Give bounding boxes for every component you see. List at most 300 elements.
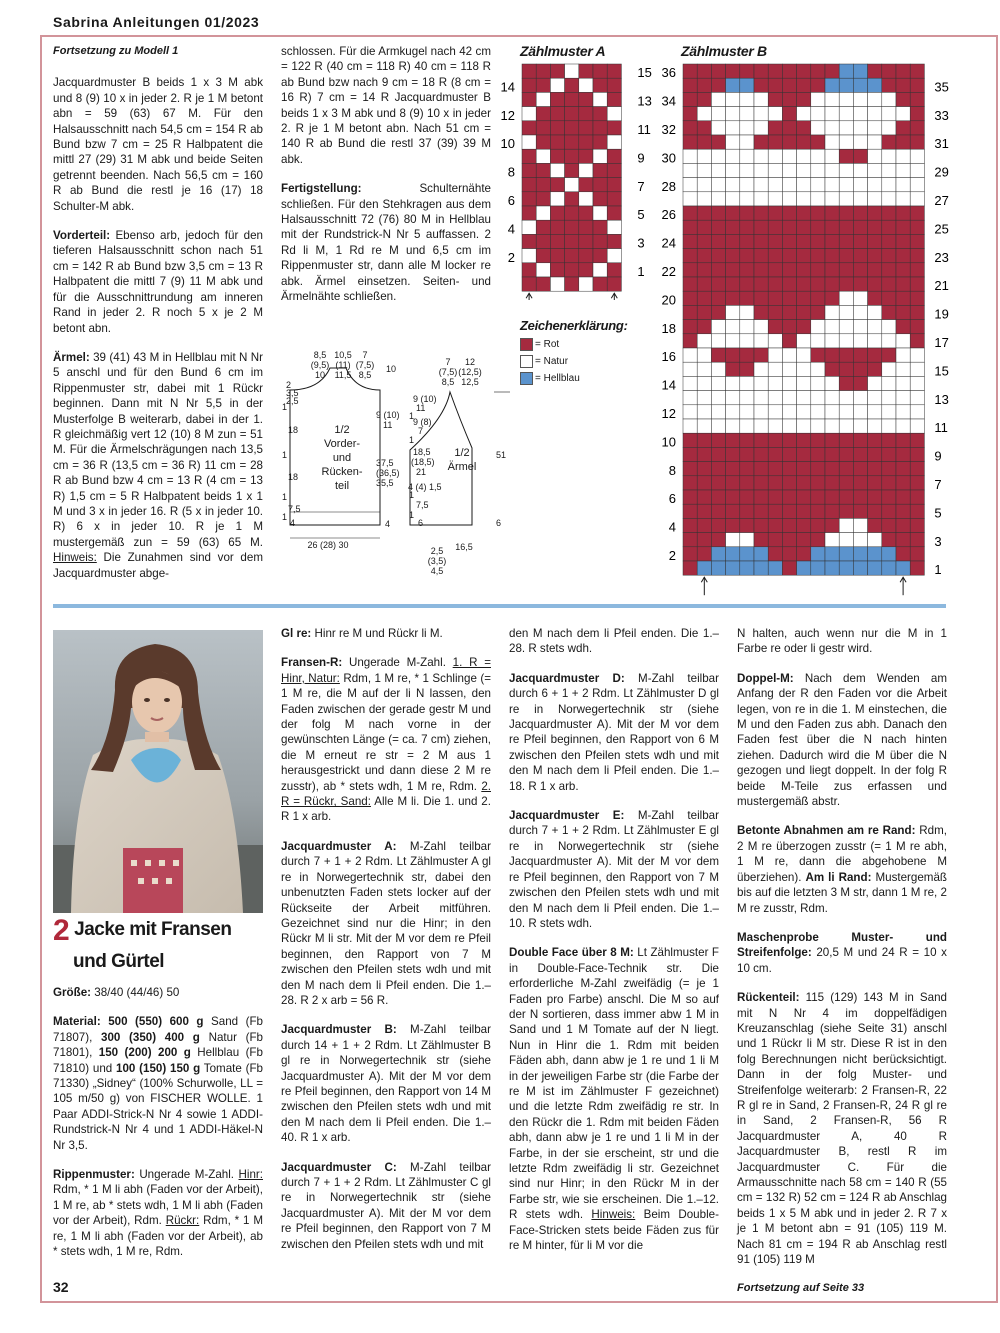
chart-b-cell: [868, 192, 882, 206]
chart-b-cell: [910, 362, 924, 376]
chart-b-cell: [711, 263, 725, 277]
chart-b-cell: [853, 78, 867, 92]
chart-b-cell: [910, 348, 924, 362]
legend-item-hellblau: [520, 372, 580, 385]
paragraph-text: 20,5 M und 24 R = 10 x 10 cm.: [737, 946, 947, 975]
chart-b-cell: [825, 178, 839, 192]
chart-b-cell: [839, 561, 853, 575]
chart-b-cell: [683, 561, 697, 575]
chart-b-cell: [825, 419, 839, 433]
chart-b-cell: [726, 291, 740, 305]
chart-b-cell: [754, 419, 768, 433]
chart-b-cell: [697, 547, 711, 561]
chart-a-cell: [522, 64, 536, 78]
chart-b-cell: [726, 320, 740, 334]
chart-b-cell: [868, 249, 882, 263]
chart-b-cell: [839, 121, 853, 135]
chart-b-cell: [811, 504, 825, 518]
chart-b-row-label: 31: [934, 136, 949, 152]
chart-b-cell: [825, 447, 839, 461]
chart-a-row-label: 1: [637, 264, 645, 279]
chart-b-cell: [853, 561, 867, 575]
paragraph-vorderteil: [53, 228, 263, 336]
chart-b-cell: [896, 348, 910, 362]
chart-b-cell: [797, 362, 811, 376]
sleeve-left-14: 6: [418, 518, 424, 528]
chart-b-cell: [910, 192, 924, 206]
chart-b-cell: [740, 518, 754, 532]
chart-b-cell: [868, 376, 882, 390]
chart-a-cell: [565, 163, 579, 177]
chart-b-cell: [910, 405, 924, 419]
chart-b-cell: [697, 149, 711, 163]
chart-b-cell: [853, 107, 867, 121]
chart-a-cell: [607, 178, 621, 192]
chart-b-cell: [740, 561, 754, 575]
chart-b-cell: [740, 348, 754, 362]
chart-b-cell: [768, 376, 782, 390]
chart-b-cell: [782, 149, 796, 163]
paragraph-text: 115 (129) 143 M in Sand mit N Nr 4 im doppelfädigen Kreuzanschlag (siehe Seite 31) anschl und 1 Rückr li M str. Diese R ist in den folg Berechnungen nicht berücksichtigt. Dann in der folg Muster- und Streifenfolge weiterarb: 2 Fransen-R, 22 R gl re in Sand, 2 Fransen-R, 24 R gl re in Sand, 2 Fransen-R, 56 R Jacquardmuster A, 40 R Jacquardmuster B, restl R im Jacquardmuster C. Für die Armausschnitte nach 58 cm = 140 R (55 cm = 132 R) 52 cm = 124 R ab Anschlag beids 1 x 5 M abk und in jeder 2. R 7 x je 1 M betont abn = 91 (105) 119 M. Nach 81 cm = 194 R ab Anschlag restl 91 (105) 119 M: [737, 991, 947, 1267]
chart-b-row-label: 29: [934, 164, 949, 180]
chart-b-cell: [811, 547, 825, 561]
chart-b-cell: [853, 462, 867, 476]
chart-b-cell: [882, 561, 896, 575]
chart-b-cell: [768, 561, 782, 575]
chart-b-cell: [811, 490, 825, 504]
paragraph-jacquard-c: [281, 1160, 491, 1252]
chart-a-cell: [593, 220, 607, 234]
chart-b-cell: [726, 419, 740, 433]
section-heading: Doppel-M:: [737, 671, 794, 685]
chart-b-cell: [811, 305, 825, 319]
chart-b-cell: [896, 135, 910, 149]
chart-b-cell: [711, 92, 725, 106]
chart-b-cell: [910, 135, 924, 149]
body-left-4: 1: [282, 402, 288, 412]
chart-b-cell: [825, 462, 839, 476]
chart-b-cell: [868, 305, 882, 319]
chart-b-cell: [697, 135, 711, 149]
section-heading: Ärmel:: [53, 350, 90, 364]
chart-b-cell: [825, 291, 839, 305]
chart-a-cell: [593, 78, 607, 92]
sleeve-left-8: (18,5): [411, 457, 435, 467]
chart-b-cell: [868, 561, 882, 575]
chart-b-cell: [853, 447, 867, 461]
paragraph: [53, 75, 263, 214]
chart-b-cell: [825, 533, 839, 547]
paragraph-text: Natur (Fb 71801),: [53, 1030, 263, 1060]
chart-b-cell: [740, 462, 754, 476]
chart-a-cell: [565, 192, 579, 206]
chart-b-cell: [768, 320, 782, 334]
chart-a-cell: [565, 121, 579, 135]
chart-b-cell: [797, 277, 811, 291]
chart-b-row-label: 5: [934, 505, 942, 521]
chart-b-cell: [754, 107, 768, 121]
chart-b-cell: [768, 391, 782, 405]
chart-b-cell: [782, 376, 796, 390]
section-heading: Rückenteil:: [737, 991, 800, 1005]
chart-b-cell: [896, 249, 910, 263]
chart-b-cell: [768, 490, 782, 504]
chart-a-cell: [522, 277, 536, 291]
chart-b-cell: [868, 291, 882, 305]
body-label-3: und: [332, 452, 352, 464]
chart-b-cell: [839, 192, 853, 206]
chart-b-cell: [711, 433, 725, 447]
chart-b-cell: [754, 178, 768, 192]
chart-b-cell: [782, 334, 796, 348]
paragraph-text: M-Zahl teilbar durch 7 + 1 + 2 Rdm. Lt Zählmuster E gl re in Norwegertechnik str (siehe Jacquardmuster A). Mit der M vor dem re Pfeil beginnen, den Rapport von 7 M zwischen den Pfeilen stets wdh und mit den M nach dem li Pfeil enden. Die 1.–10. R stets wdh.: [509, 809, 719, 930]
chart-b-cell: [910, 305, 924, 319]
body-top-c: 7: [362, 350, 368, 360]
chart-a-cell: [536, 121, 550, 135]
sleeve-left-6: 1: [409, 435, 415, 445]
chart-b-cell: [839, 135, 853, 149]
chart-a-cell: [522, 178, 536, 192]
paragraph-aermel: [53, 350, 263, 581]
chart-b-cell: [754, 561, 768, 575]
chart-b-cell: [754, 121, 768, 135]
chart-b-cell: [868, 391, 882, 405]
chart-b-cell: [868, 362, 882, 376]
chart-b-cell: [711, 305, 725, 319]
paragraph-text: Ebenso arb, jedoch für den tieferen Halsausschnitt schon nach 51 cm = 142 R ab Bund bzw 3,5 cm = 13 R Halbpatent die mittl 7 (9) 11 M abk und für die Ausschnittrundung am inneren Rand in jeder 2. R noch 5 x je 2 M betont abn.: [53, 229, 263, 335]
chart-b-cell: [896, 121, 910, 135]
chart-a-cell: [579, 121, 593, 135]
chart-b-cell: [768, 263, 782, 277]
chart-a-cell: [565, 149, 579, 163]
chart-a-cell: [565, 92, 579, 106]
chart-b-row-label: 32: [661, 122, 676, 137]
sleeve-left-5: 7: [418, 426, 424, 436]
chart-b-row-label: 4: [668, 519, 676, 535]
chart-b-cell: [910, 547, 924, 561]
chart-b-cell: [811, 447, 825, 461]
chart-a-cell: [522, 234, 536, 248]
chart-a-cell: [550, 192, 564, 206]
legend-title: Zeichenerklärung:: [520, 318, 628, 333]
chart-b-cell: [782, 518, 796, 532]
chart-b-cell: [768, 163, 782, 177]
body-top-a2: (9,5): [310, 360, 330, 370]
chart-b-cell: [754, 163, 768, 177]
chart-b-cell: [797, 149, 811, 163]
chart-b-cell: [910, 64, 924, 78]
chart-b-cell: [811, 462, 825, 476]
continuation-note: Fortsetzung zu Modell 1: [53, 45, 179, 57]
chart-b-cell: [868, 334, 882, 348]
chart-b-cell: [896, 64, 910, 78]
chart-b-cell: [711, 78, 725, 92]
section-heading: Jacquardmuster A:: [281, 839, 397, 853]
section-heading: Am li Rand:: [805, 870, 872, 884]
body-left-6: 1: [282, 450, 288, 460]
chart-b-cell: [868, 220, 882, 234]
chart-b-cell: [797, 163, 811, 177]
chart-b-cell: [740, 391, 754, 405]
note-label: Hinweis:: [591, 1208, 636, 1222]
chart-b-cell: [768, 334, 782, 348]
chart-b-cell: [839, 263, 853, 277]
chart-b-cell: [853, 518, 867, 532]
chart-b-cell: [896, 462, 910, 476]
chart-b-cell: [882, 504, 896, 518]
paragraph-text: Lt Zählmuster F in Double-Face-Technik str. Die erforderliche M-Zahl zweifädig (= je 1 Faden pro Farbe) anschl. Die M so auf der N sortieren, dass immer abw 1 M in Sand und 1 M Tomate auf der N liegt. Nun in Hinr die 1. Rdm mit beiden Fäden abh, dann abw je 1 re und 1 li M in der jeweiligen Farbe str (die Farbe der re M ist im Zählmuster F gezeichnet) und die letzte Rdm zweifädig re str. In den Rückr die 1. Rdm mit beiden Fäden abh, dann abw je 1 re und 1 li M in der Farbe, in der sie erscheint, str und die letzte Rdm zweifädig li str. Gezeichnet sind nur Hinr; in den Rückr M in der Farbe str, wie sie erscheinen. Die 1.–12. R stets wdh.: [509, 946, 720, 1222]
chart-b-cell: [825, 362, 839, 376]
chart-b-row-label: 3: [934, 533, 942, 549]
chart-b-cell: [726, 249, 740, 263]
paragraph-text: Schulternähte schließen. Für den Stehkragen aus dem Halsausschnitt 72 (76) 80 M in Hellblau mit der Rundstrick-N Nr 5 auffassen. 2 Rd li M, 1 Rd re M und 6,5 cm im Rippenmuster str, dann alle M locker re abk. Ärmel einsetzen. Seiten- und Ärmelnähte schließen.: [281, 182, 491, 304]
chart-b-cell: [768, 433, 782, 447]
chart-b-cell: [697, 362, 711, 376]
chart-a-cell: [550, 64, 564, 78]
chart-b-cell: [754, 490, 768, 504]
chart-b-cell: [839, 234, 853, 248]
chart-b-cell: [754, 320, 768, 334]
chart-b-cell: [910, 149, 924, 163]
chart-a-row-label: 3: [637, 235, 645, 251]
chart-b-cell: [711, 320, 725, 334]
chart-b-cell: [726, 561, 740, 575]
chart-b-cell: [882, 334, 896, 348]
chart-b-cell: [711, 277, 725, 291]
legend-label: = Rot: [535, 339, 560, 350]
chart-b-cell: [882, 149, 896, 163]
chart-b-cell: [853, 220, 867, 234]
chart-b-cell: [910, 320, 924, 334]
paragraph-text: Sand (Fb 71807),: [53, 1015, 263, 1044]
chart-b-cell: [853, 362, 867, 376]
chart-b-cell: [726, 348, 740, 362]
chart-b-cell: [896, 206, 910, 220]
chart-a-cell: [607, 135, 621, 149]
chart-b-cell: [910, 78, 924, 92]
chart-a-row-label: 5: [637, 207, 645, 223]
chart-b-cell: [811, 391, 825, 405]
chart-b-cell: [825, 234, 839, 248]
chart-b-cell: [768, 135, 782, 149]
chart-a-cell: [536, 234, 550, 248]
chart-b-cell: [768, 533, 782, 547]
chart-b-cell: [740, 78, 754, 92]
chart-b-cell: [726, 206, 740, 220]
chart-b-cell: [868, 447, 882, 461]
chart-b-cell: [882, 376, 896, 390]
chart-b-cell: [711, 476, 725, 490]
chart-a-cell: [550, 178, 564, 192]
chart-b-cell: [910, 504, 924, 518]
chart-b-cell: [868, 234, 882, 248]
paragraph: [281, 44, 491, 167]
continuation-next-page: Fortsetzung auf Seite 33: [737, 1282, 865, 1295]
paragraph-size: [53, 985, 263, 1000]
chart-b-cell: [726, 234, 740, 248]
chart-b-cell: [896, 163, 910, 177]
paragraph-text: Hellblau (Fb 71810) und: [53, 1046, 263, 1075]
chart-b-cell: [697, 92, 711, 106]
chart-b-cell: [811, 348, 825, 362]
chart-b-cell: [853, 391, 867, 405]
chart-b-cell: [882, 249, 896, 263]
chart-b-cell: [868, 462, 882, 476]
chart-b-cell: [740, 362, 754, 376]
chart-b-cell: [697, 107, 711, 121]
chart-b-cell: [711, 234, 725, 248]
chart-b-cell: [782, 462, 796, 476]
chart-b-cell: [825, 405, 839, 419]
chart-b-cell: [683, 92, 697, 106]
chart-a-cell: [579, 135, 593, 149]
chart-b-cell: [896, 234, 910, 248]
chart-b-cell: [726, 476, 740, 490]
paragraph-material: [53, 1014, 263, 1153]
chart-b-cell: [882, 490, 896, 504]
model-name-line2: und Gürtel: [73, 951, 165, 972]
chart-b-cell: [811, 419, 825, 433]
sleeve-left-10: 4 (4) 1,5: [408, 482, 442, 492]
chart-b-cell: [740, 234, 754, 248]
chart-b-cell: [782, 419, 796, 433]
chart-b-cell: [839, 334, 853, 348]
chart-b-cell: [768, 64, 782, 78]
chart-b-row-label: 1: [934, 562, 942, 578]
chart-b-cell: [882, 263, 896, 277]
chart-b-cell: [726, 92, 740, 106]
chart-b-cell: [839, 433, 853, 447]
bottom-column-3: [509, 626, 719, 1267]
chart-b-cell: [882, 476, 896, 490]
chart-b-cell: [853, 192, 867, 206]
chart-b-cell: [811, 178, 825, 192]
chart-b-cell: [697, 277, 711, 291]
legend-swatch-natur: [520, 355, 533, 368]
chart-b-cell: [797, 518, 811, 532]
chart-a-cell: [607, 234, 621, 248]
chart-a-cell: [579, 78, 593, 92]
chart-b-row-label: 17: [934, 335, 949, 350]
chart-b-cell: [740, 376, 754, 390]
chart-b-cell: [697, 206, 711, 220]
chart-a-row-label: 12: [500, 107, 515, 123]
chart-b-cell: [726, 334, 740, 348]
chart-b-cell: [797, 64, 811, 78]
chart-b-cell: [740, 291, 754, 305]
chart-a-cell: [550, 263, 564, 277]
page-number: 32: [53, 1279, 69, 1295]
chart-b-cell: [882, 547, 896, 561]
chart-b-cell: [882, 64, 896, 78]
chart-b-cell: [839, 518, 853, 532]
chart-b-cell: [839, 362, 853, 376]
model-number: 2: [53, 914, 70, 947]
chart-b-cell: [797, 249, 811, 263]
chart-b-cell: [868, 92, 882, 106]
chart-b-cell: [740, 490, 754, 504]
chart-b-cell: [882, 163, 896, 177]
chart-b-cell: [697, 419, 711, 433]
chart-b-cell: [839, 376, 853, 390]
section-heading: Fertigstellung:: [281, 182, 362, 196]
chart-b-cell: [740, 107, 754, 121]
chart-b-cell: [910, 490, 924, 504]
chart-b-cell: [896, 490, 910, 504]
chart-b-cell: [754, 234, 768, 248]
chart-a-cell: [522, 263, 536, 277]
chart-b-cell: [825, 518, 839, 532]
chart-b-cell: [711, 135, 725, 149]
chart-a-cell: [565, 135, 579, 149]
chart-b-cell: [882, 192, 896, 206]
chart-b-cell: [868, 135, 882, 149]
chart-b-cell: [768, 447, 782, 461]
chart-a-cell: [550, 163, 564, 177]
chart-b-cell: [726, 362, 740, 376]
paragraph-maschenprobe: [737, 930, 947, 976]
chart-b-cell: [740, 192, 754, 206]
chart-b-cell: [740, 419, 754, 433]
row-label: 2. R = Rückr, Sand:: [281, 779, 491, 809]
body-right-5: (36,5): [376, 468, 400, 478]
chart-b-cell: [782, 163, 796, 177]
chart-b-cell: [868, 348, 882, 362]
paragraph-text: den M nach dem li Pfeil enden. Die 1.–28. R stets wdh.: [509, 627, 719, 656]
paragraph-jacquard-e: [509, 808, 719, 931]
chart-b-cell: [811, 561, 825, 575]
chart-b-cell: [697, 561, 711, 575]
paragraph-jacquard-b: [281, 1022, 491, 1145]
chart-b-cell: [882, 405, 896, 419]
paragraph-text: 39 (41) 43 M in Hellblau mit N Nr 5 anschl und für den Bund 6 cm im Rippenmuster str, dabei mit 1 Rückr beginnen. Dann mit N Nr 5,5 in der Musterfolge B weiterarb, dabei in der 1. R gleichmäßig vert 12 (10) 8 M zun = 51 M. Für die Ärmelschrägungen nach 13,5 cm = 36 R (13,5 cm = 36 R) 11 cm = 28 R ab Bund bzw 4 cm = 13 R (4 cm = 13 R) 1,5 cm = 5 R Halbpatent beids 1 x 1 M und 3 x in jeder 16. R (5 x in jeder 10. R) 6 x in jeder 10. R je 1 M mustergemäß zun = 59 (63) 65 M.: [53, 350, 263, 549]
chart-b-row-label: 24: [661, 235, 676, 251]
chart-b-cell: [782, 192, 796, 206]
sleeve-bottom-a2: (3,5): [427, 556, 447, 566]
chart-b-cell: [726, 78, 740, 92]
chart-b-cell: [782, 135, 796, 149]
chart-a-cell: [550, 107, 564, 121]
chart-b-cell: [853, 419, 867, 433]
chart-b-cell: [853, 405, 867, 419]
chart-b-cell: [697, 462, 711, 476]
chart-b-cell: [797, 107, 811, 121]
chart-b-cell: [882, 107, 896, 121]
magazine-header: Sabrina Anleitungen 01/2023: [53, 14, 260, 30]
chart-b-cell: [825, 320, 839, 334]
chart-b-cell: [683, 391, 697, 405]
chart-b-cell: [754, 362, 768, 376]
chart-b-cell: [740, 447, 754, 461]
chart-b-cell: [726, 305, 740, 319]
chart-a-row-label: 11: [637, 122, 651, 137]
paragraph-text: Jacquardmuster B beids 1 x 3 M abk und 8 (9) 10 x in jeder 2. R je 1 M betont abn = 59 (63) 67 M. Für den Halsausschnitt nach 54,5 cm = 154 R ab Bund bzw 7 cm = 25 R Halbpatent die mittl 27 (29) 31 M abk und beide Seiten getrennt beenden. Nach 56,5 cm = 160 R ab Bund die restl je 16 (17) 18 Schulter-M abk.: [53, 76, 263, 213]
section-heading: Jacquardmuster E:: [509, 809, 625, 823]
chart-b-cell: [797, 320, 811, 334]
paragraph-rippenmuster: [53, 1167, 263, 1259]
chart-b-cell: [697, 476, 711, 490]
body-left-8: 1: [282, 492, 288, 502]
chart-b-cell: [683, 277, 697, 291]
chart-b-cell: [910, 476, 924, 490]
chart-b-cell: [839, 419, 853, 433]
chart-b-cell: [853, 320, 867, 334]
chart-b-cell: [683, 476, 697, 490]
chart-b-cell: [910, 433, 924, 447]
legend-label: = Hellblau: [535, 373, 580, 384]
chart-b-cell: [839, 476, 853, 490]
chart-b-cell: [910, 220, 924, 234]
